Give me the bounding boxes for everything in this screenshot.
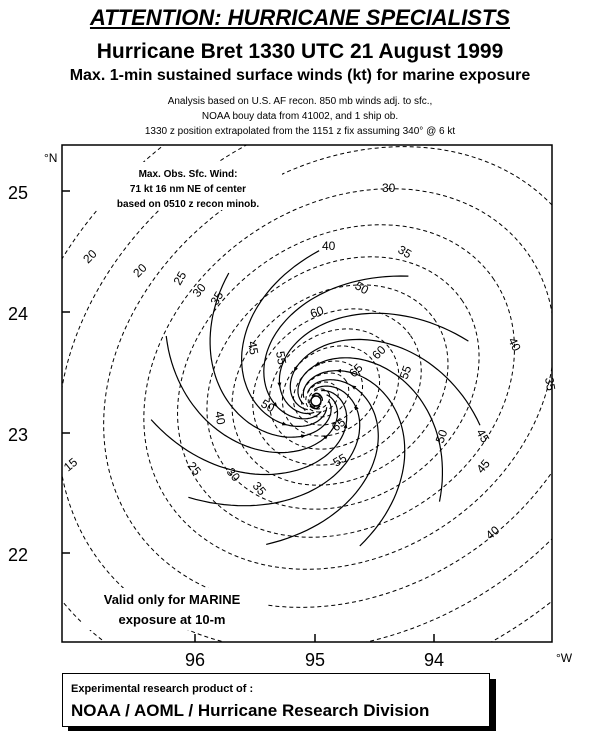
analysis-note-2: NOAA bouy data from 41002, and 1 ship ob. <box>201 111 399 122</box>
max-obs-line-1: Max. Obs. Sfc. Wind: <box>138 169 238 180</box>
lat-tick-label: 25 <box>7 183 28 203</box>
max-obs-line-2: 71 kt 16 nm NE of center <box>129 184 247 195</box>
page-subtitle: Max. 1-min sustained surface winds (kt) for marine exposure <box>69 67 531 84</box>
contour-label: 60 <box>369 342 389 363</box>
max-obs-line-3: based on 0510 z recon minob. <box>116 199 260 210</box>
contour-label: 60 <box>308 303 326 321</box>
contour-label: 40 <box>505 335 524 354</box>
contour-label: 30 <box>189 280 209 300</box>
flow-arrow <box>283 424 285 425</box>
contour-label: 55 <box>330 450 350 470</box>
flow-arrow <box>356 407 357 409</box>
analysis-note-3: 1330 z position extrapolated from the 1151 z fix assuming 340° @ 6 kt <box>144 126 456 137</box>
contour-label: 40 <box>322 239 336 253</box>
contour-label: 50 <box>432 427 451 446</box>
contour-label: 35 <box>207 288 227 308</box>
lon-tick-label: 96 <box>184 650 206 670</box>
contour-label: 30 <box>382 181 396 195</box>
contour-label: 35 <box>395 242 415 262</box>
attention-heading: ATTENTION: HURRICANE SPECIALISTS <box>89 5 511 30</box>
page-title: Hurricane Bret 1330 UTC 21 August 1999 <box>96 40 504 63</box>
contour-label: 45 <box>473 426 493 446</box>
contour-label: 40 <box>482 522 503 543</box>
contour-label: 40 <box>212 410 229 426</box>
contour-label: 25 <box>184 458 205 479</box>
contour-label: 65 <box>328 414 349 435</box>
contour-label: 50 <box>258 396 278 416</box>
valid-note-line-1: Valid only for MARINE <box>103 592 241 607</box>
footer-line-2: NOAA / AOML / Hurricane Research Division <box>71 701 430 720</box>
contour-label: 55 <box>273 350 290 366</box>
lat-tick-label: 22 <box>7 545 28 565</box>
contour-label: 55 <box>396 363 415 382</box>
lon-unit-label: °W <box>556 651 573 665</box>
lon-tick-label: 95 <box>304 650 326 670</box>
lat-tick-label: 24 <box>7 304 28 324</box>
footer-line-1: Experimental research product of : <box>71 683 254 695</box>
contour-label: 35 <box>249 478 270 499</box>
contour-label: 25 <box>170 268 190 288</box>
contour-label: 35 <box>542 376 559 392</box>
contour-label: 20 <box>130 260 150 281</box>
contour-label: 50 <box>352 278 372 298</box>
lat-tick-label: 23 <box>7 425 28 445</box>
lon-tick-label: 94 <box>423 650 445 670</box>
contour-label: 15 <box>60 454 81 475</box>
plot-frame <box>62 145 552 642</box>
contour-label: 20 <box>80 246 100 267</box>
contour-label: 45 <box>245 340 262 356</box>
contour-label: 45 <box>473 456 493 476</box>
valid-note-line-2: exposure at 10-m <box>118 612 226 627</box>
analysis-note-1: Analysis based on U.S. AF recon. 850 mb winds adj. to sfc., <box>167 96 433 107</box>
footer-credit-box <box>62 673 490 727</box>
lat-unit-label: °N <box>44 151 58 165</box>
contour-label: 65 <box>346 360 366 381</box>
contour-label: 30 <box>223 464 244 485</box>
